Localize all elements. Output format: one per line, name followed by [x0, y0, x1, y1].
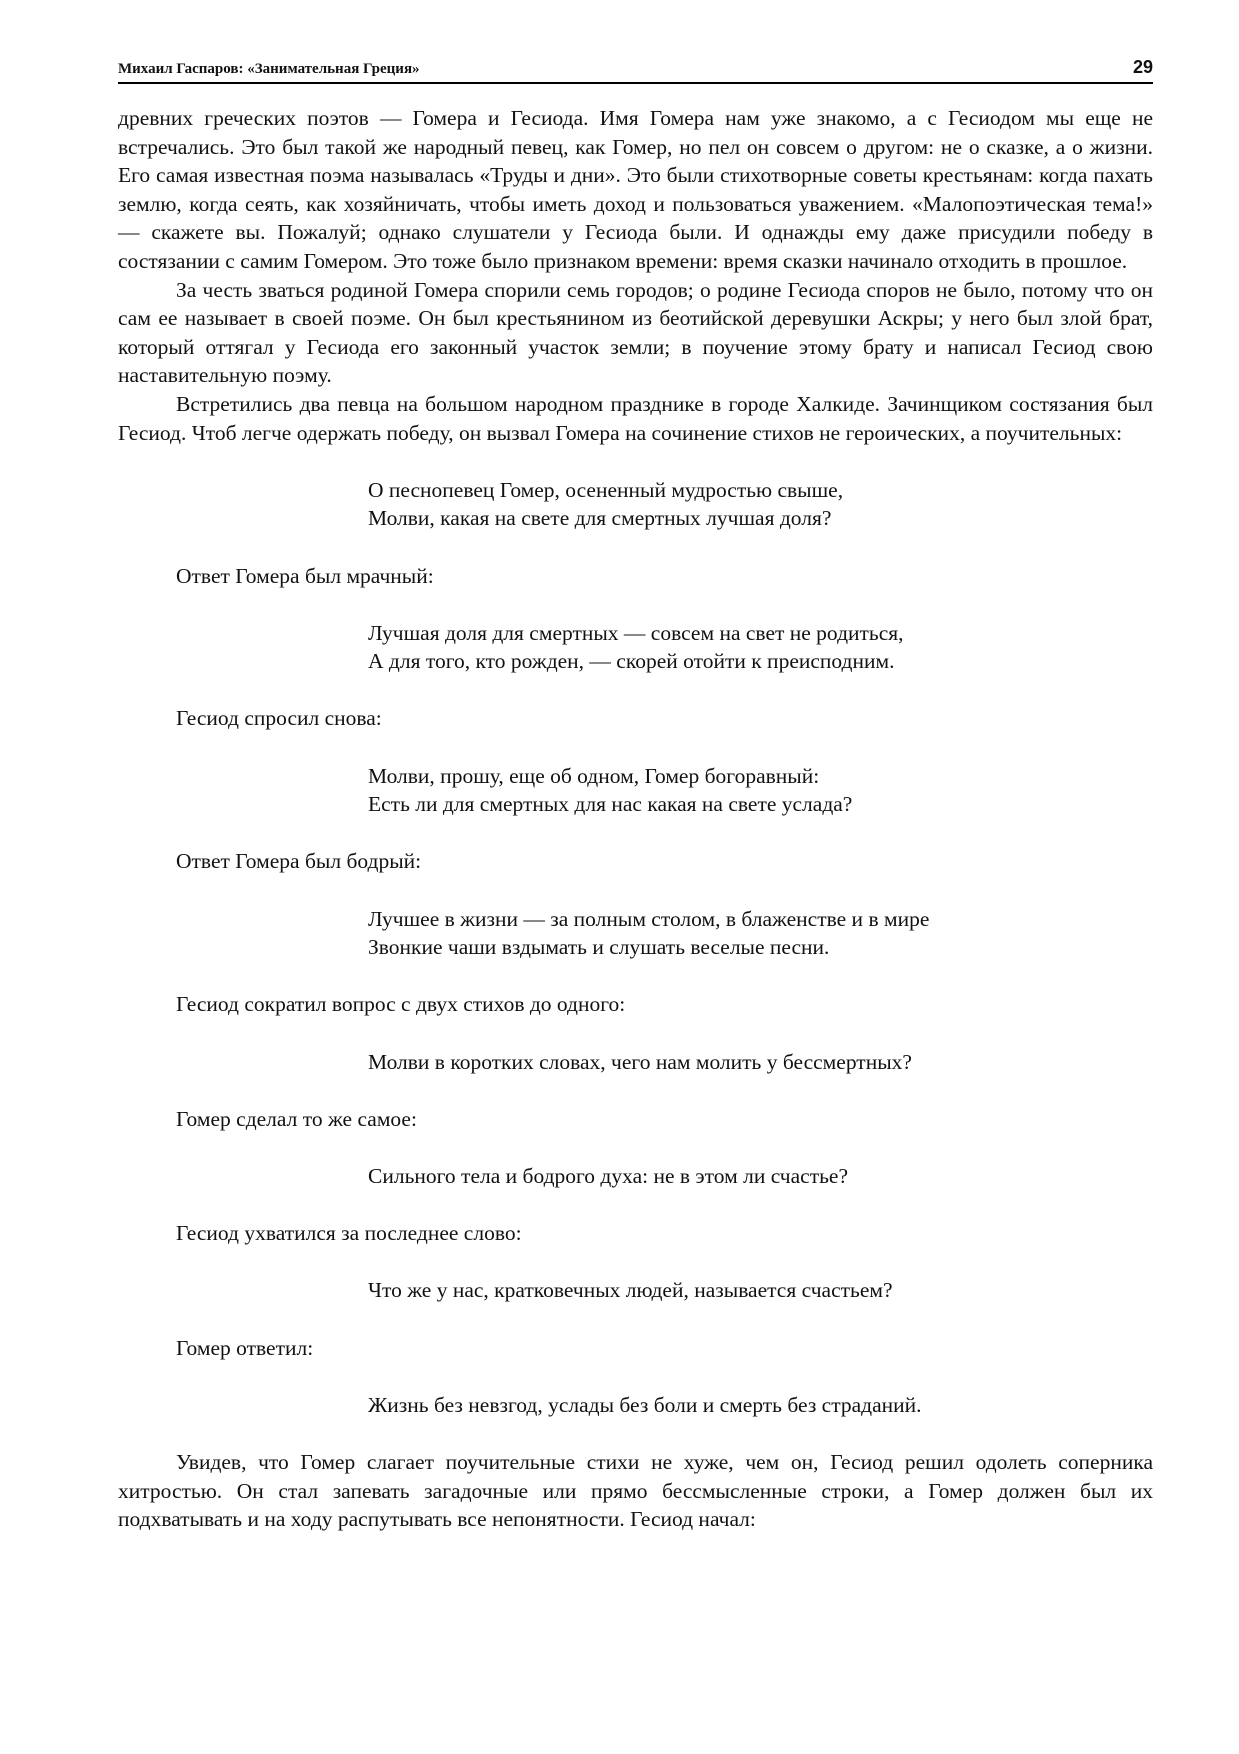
narrative-line: Гесиод сократил вопрос с двух стихов до одного: [176, 992, 626, 1017]
verse-line: Есть ли для смертных для нас какая на свете услада? [368, 792, 853, 817]
verse-block [368, 476, 1153, 533]
header-title: Михаил Гаспаров: «Занимательная Греция» [118, 61, 420, 77]
paragraph: Увидев, что Гомер слагает поучительные стихи не хуже, чем он, Гесиод решил одолеть соперника хитростью. Он стал запевать загадочные или прямо бессмысленные строки, а Гомер должен был их подхватывать и на ходу распутывать все непонятности. Гесиод начал: [118, 1449, 1153, 1532]
document-page [118, 52, 1153, 1534]
verse-block [368, 905, 1153, 962]
narrative-line: Гесиод спросил снова: [176, 706, 382, 731]
verse-block [368, 1391, 1153, 1420]
verse-line: Сильного тела и бодрого духа: не в этом ли счастье? [368, 1163, 848, 1188]
verse-line: Молви, прошу, еще об одном, Гомер богоравный: [368, 763, 820, 788]
verse-block [368, 1048, 1153, 1077]
verse-line: Лучшая доля для смертных — совсем на свет не родиться, [368, 620, 904, 645]
verse-block [368, 1276, 1153, 1305]
page-number: 29 [1132, 57, 1153, 77]
verse-line: Жизнь без невзгод, услады без боли и смерть без страданий. [368, 1392, 922, 1417]
narrative-line: Гесиод ухватился за последнее слово: [176, 1221, 522, 1246]
paragraph: За честь зваться родиной Гомера спорили семь городов; о родине Гесиода споров не было, потому что он сам ее называет в своей поэме. Он был крестьянином из беотийской деревушки Аскры; у него был злой брат, который оттягал у Гесиода его законный участок земли; в поучение этому брату и написал Гесиод свою наставительную поэму. [118, 277, 1153, 388]
verse-line: О песнопевец Гомер, осененный мудростью свыше, [368, 477, 844, 502]
verse-line: Звонкие чаши вздымать и слушать веселые песни. [368, 935, 830, 960]
verse-block [368, 1162, 1153, 1191]
verse-line: А для того, кто рожден, — скорей отойти к преисподним. [368, 649, 895, 674]
verse-block [368, 619, 1153, 676]
narrative-line: Гомер сделал то же самое: [176, 1106, 417, 1131]
page-body [118, 104, 1153, 1534]
verse-line: Лучшее в жизни — за полным столом, в блаженстве и в мире [368, 906, 930, 931]
narrative-line: Ответ Гомера был бодрый: [176, 849, 422, 874]
narrative-line: Ответ Гомера был мрачный: [176, 563, 434, 588]
paragraph: древних греческих поэтов — Гомера и Гесиода. Имя Гомера нам уже знакомо, а с Гесиодом мы еще не встречались. Это был такой же народный певец, как Гомер, но пел он совсем о другом: не о сказке, а о жизни. Его самая известная поэма называлась «Труды и дни». Это были стихотворные советы крестьянам: когда пахать землю, когда сеять, как хозяйничать, чтобы иметь доход и пользоваться уважением. «Малопоэтическая тема!» — скажете вы. Пожалуй; однако слушатели у Гесиода были. И однажды ему даже присудили победу в состязании с самим Гомером. Это тоже было признаком времени: время сказки начинало отходить в прошлое. [118, 106, 1153, 273]
verse-block [368, 762, 1153, 819]
verse-line: Молви, какая на свете для смертных лучшая доля? [368, 506, 832, 531]
verse-line: Молви в коротких словах, чего нам молить у бессмертных? [368, 1049, 912, 1074]
paragraph: Встретились два певца на большом народном празднике в городе Халкиде. Зачинщиком состязания был Гесиод. Чтоб легче одержать победу, он вызвал Гомера на сочинение стихов не героических, а поучительных: [118, 391, 1153, 445]
narrative-line: Гомер ответил: [176, 1335, 314, 1360]
running-header [118, 52, 1153, 84]
verse-line: Что же у нас, кратковечных людей, называется счастьем? [368, 1278, 893, 1303]
